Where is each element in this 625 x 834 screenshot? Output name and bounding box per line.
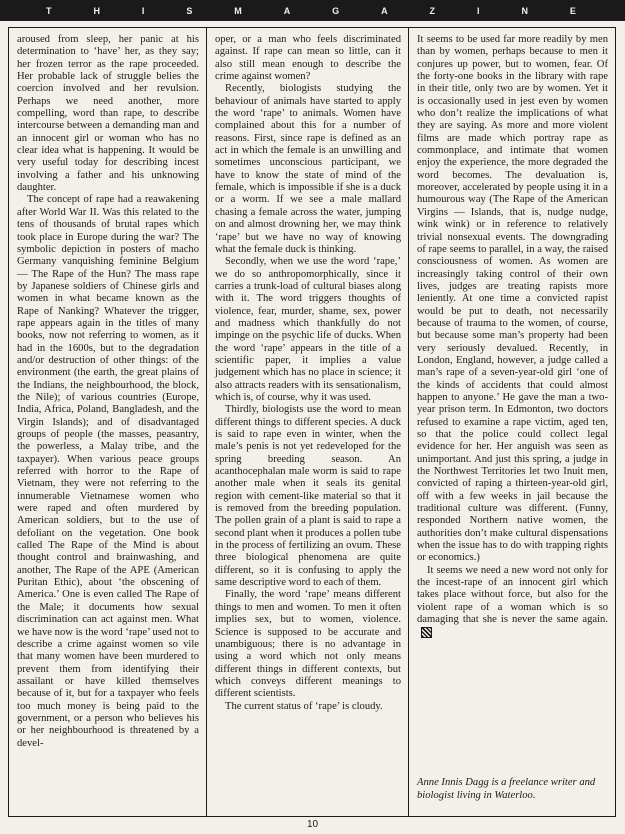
masthead-letter: A — [381, 5, 389, 16]
page-number: 10 — [306, 819, 319, 830]
article-column-2 — [206, 27, 409, 817]
paragraph: oper, or a man who feels discriminated against. If rape can mean so little, can it also still mean enough to describe the crime against women? — [215, 34, 401, 83]
masthead-letter: M — [234, 5, 243, 16]
masthead-letter: S — [186, 5, 194, 16]
article-column-3 — [409, 27, 616, 817]
masthead-letter: I — [141, 5, 146, 16]
paragraph — [417, 565, 608, 641]
article-column-1 — [8, 27, 206, 817]
masthead-letter: N — [521, 5, 529, 16]
paragraph: aroused from sleep, her panic at his determination to ‘have’ her, as they say; her frozen terror as the rape proceeded. Her probable lack of struggle belies the coercion involved and her revulsion. Perhaps we need another, more compelling, word than rape, to describe intercourse between a demanding man and an innocent girl or woman who has no clear idea what is happening. It would be very useful today for describing incest involving a father and his unknowing daughter. — [17, 34, 199, 194]
paragraph: The concept of rape had a reawakening after World War II. Was this related to the tens of thousands of brutal rapes which took place in Europe during the war? The symbolic depiction in posters of macho Germany vanquishing feminine Belgium — The Rape of the Hun? The mass rape by Japanese soldiers of Chinese girls and women in what became known as the Rape of Nanking? Whatever the trigger, rape appears again in the titles of many books, now not referring to women, as it had in the 1600s, but to the degradation and/or destruction of other things: of the environment (the earth, the great plains of the Indians, the neighbourhood, the block, the Nile); of various countries (Europe, India, Africa, Poland, Bangladesh, and the Virgin Islands); and of disadvantaged groups of people (the masses, peasantry, the powerless, a Malay tribe, and the taxpayer). When various peace groups referred with horror to the Rape of Vietnam, they were not referring to the innumerable Vietnamese women who were raped and often murdered by American soldiers, but to the use of defoliant on the vegetation. One book called The Rape of the Mind is about thought control and brainwashing, and another, The Rape of the APE (American Puritan Ethic), about ‘the obscening of America.’ One is even called The Rape of the Male; it documents how sexual discrimination can act against men. What we have now is the word ‘rape’ used not to describe a crime against women so vile that many women have been murdered to prevent them from identifying their assailant or have killed themselves because of it, but for a taxpayer who feels too much money is being paid to the government, or a person who believes his or her neighbourhood is threatened by a devel- — [17, 194, 199, 749]
paragraph-text: It seems we need a new word not only for the incest-rape of an innocent girl which takes place without force, but also for the violent rape of a woman which is so damaging that she is never the same again. — [417, 564, 608, 626]
magazine-masthead — [0, 0, 625, 21]
masthead-letter: H — [93, 5, 101, 16]
author-byline: Anne Innis Dagg is a freelance writer and biologist living in Waterloo. — [417, 777, 596, 801]
masthead-letter: E — [569, 5, 577, 16]
paragraph: Finally, the word ‘rape’ means different things to men and women. To men it often implies sex, but to women, violence. Science is supposed to be accurate and unambiguous; there is no advantage in using a word which not only means different things in different contexts, but which conveys different meanings to different scientists. — [215, 589, 401, 700]
paragraph: Recently, biologists studying the behaviour of animals have started to apply the word ‘rape’ to animals. Women have complained about this for a number of reasons. First, since rape is defined as an act in which the female is an unwilling and sometimes unconscious participant, we have to know the state of mind of the female, which is impossible if she is a duck or a worm. If we see a male mallard chasing a female across the water, jumping on and almost drowning her, we may think ‘rape’ but we have no way of knowing what the female duck is thinking. — [215, 83, 401, 255]
masthead-letter: Z — [429, 5, 437, 16]
paragraph: Secondly, when we use the word ‘rape,’ we do so anthropomorphically, since it carries a trunk-load of cultural biases along with it. The word triggers thoughts of violence, fear, murder, shame, sex, power and madness which thankfully do not impinge on the psychic life of ducks. When the word ‘rape’ appears in the title of a scientific paper, it implies a value judgement which has no place in science; it also attracts readers with its sensationalism, which is, of course, why it was used. — [215, 256, 401, 403]
end-of-article-mark-icon — [421, 627, 432, 638]
masthead-letter: T — [46, 5, 53, 16]
paragraph: It seems to be used far more readily by men than by women, perhaps because to men it conjures up power, but to women, fear. Of the forty-one books in the library with rape in their title, only two are by women. Yet it is occasionally used in jest even by women who don’t realize the implications of what they are saying. As more and more violent films are made which portray rape as commonplace, and intimate that women enjoy the experience, the more degraded the word becomes. The devaluation is, moreover, accelerated by people using it in a humourous way (The Rape of the American Virgins — Islands, that is, nudge nudge, wink wink) or in reference to relatively trivial nonsexual events. The downgrading of rape seems to parallel, in a way, the raised consciousness of women. As women are increasingly taking control of their own lives, judges are treating rapists more leniently. At one time a convicted rapist would be put to death, not necessarily because of trauma to the women, of course, but because some man’s property had been very seriously devalued. Recently, in London, England, however, a judge called a man’s rape of a seven-year-old girl ‘one of the kinds of accidents that could almost happen to anyone.’ He gave the man a two-year prison term. In Edmonton, two doctors refused to examine a rape victim, aged ten, so that the police could collect legal evidence for her. Her anguish was seen as unimportant. And just this spring, a judge in the Northwest Territories let two Inuit men, convicted of raping a thirteen-year-old girl, off with a few weeks in jail because the traditional culture was different. (Funny, responded Northern native women, the authorities don’t make cultural dispensations when the issue has to do with trapping rights or economics.) — [417, 34, 608, 564]
paragraph: The current status of ‘rape’ is cloudy. — [225, 700, 383, 712]
masthead-letter: I — [476, 5, 481, 16]
paragraph: Thirdly, biologists use the word to mean different things to different species. A duck is said to rape even in winter, when the male’s penis is not yet redeveloped for the spring breeding season. An acanthocephalan male worm is said to rape another male when it seals its genital region with cement-like material so that it is removed from the breeding population. The pollen grain of a plant is said to rape a second plant when it produces a pollen tube in the process of fertilizing an ovum. These three biological phenomena are quite different, so it is confusing to apply the same descriptive word to each of them. — [215, 404, 401, 589]
masthead-letter: G — [332, 5, 341, 16]
masthead-letter: A — [283, 5, 292, 16]
